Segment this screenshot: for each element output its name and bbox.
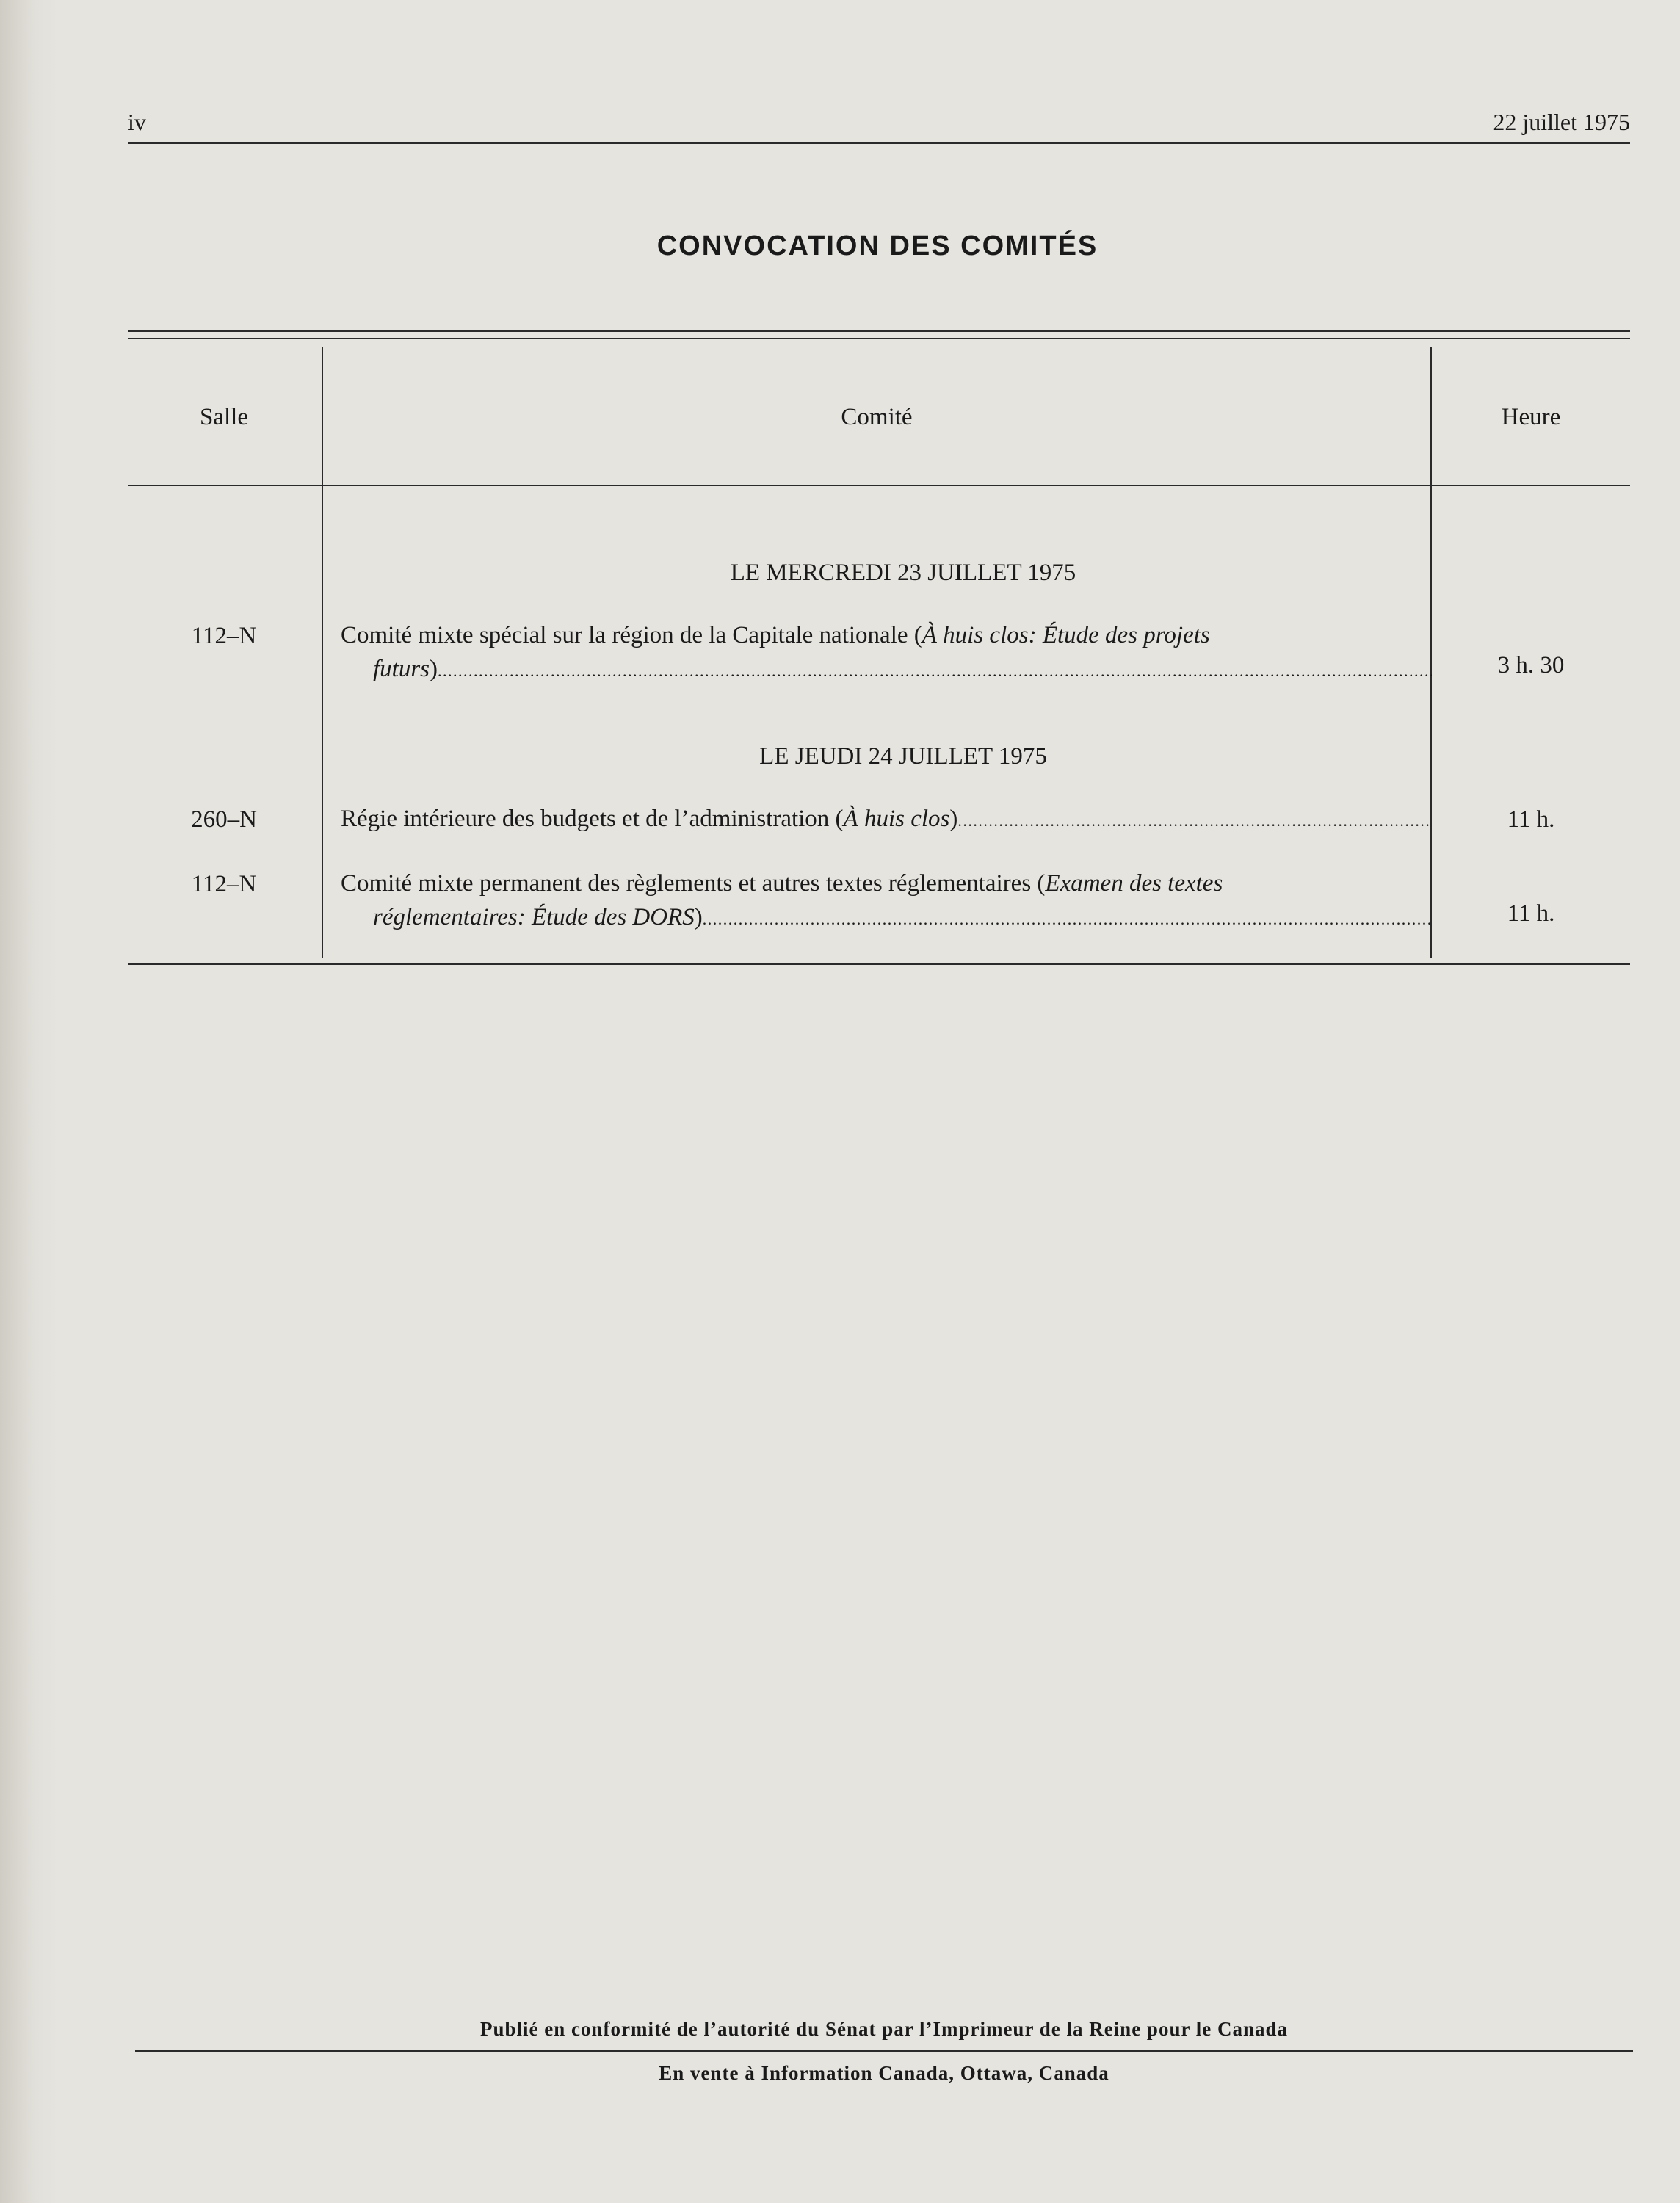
page-title: CONVOCATION DES COMITÉS xyxy=(656,231,1098,261)
entry-committee-line-2 xyxy=(341,652,1432,688)
column-header-heure: Heure xyxy=(1501,404,1561,430)
salle-column-divider xyxy=(322,347,323,958)
column-header-rule xyxy=(128,485,1630,486)
header-rule xyxy=(128,142,1630,144)
sales-notice: En vente à Information Canada, Ottawa, Canada xyxy=(659,2062,1109,2084)
section-date-heading: LE MERCREDI 23 JUILLET 1975 xyxy=(730,560,1076,586)
footer-rule xyxy=(135,2050,1633,2052)
committee-paren: ) xyxy=(694,904,703,930)
entry-salle: 260–N xyxy=(191,806,257,833)
entry-heure: 11 h. xyxy=(1507,900,1555,927)
committee-paren: ) xyxy=(430,656,438,682)
committee-note-cont: futurs xyxy=(373,656,430,682)
committee-note: Examen des textes xyxy=(1045,870,1223,897)
committee-note: À huis clos: Étude des projets xyxy=(922,622,1210,648)
entry-committee-line-2 xyxy=(341,900,1432,936)
dot-leader xyxy=(703,900,1432,936)
entry-committee xyxy=(341,618,1432,688)
entry-committee xyxy=(341,867,1432,936)
table-top-rule-1 xyxy=(128,330,1630,332)
publisher-notice: Publié en conformité de l’autorité du Sénat par l’Imprimeur de la Reine pour le Canada xyxy=(480,2018,1288,2040)
committee-name: Comité mixte spécial sur la région de la Capitale nationale ( xyxy=(341,622,922,648)
entry-committee xyxy=(341,802,1432,838)
entry-heure: 3 h. 30 xyxy=(1497,652,1565,679)
committee-paren: ) xyxy=(949,806,958,832)
section-date-heading: LE JEUDI 24 JUILLET 1975 xyxy=(759,743,1047,770)
dot-leader xyxy=(438,652,1432,688)
entry-salle: 112–N xyxy=(191,623,257,649)
column-header-salle: Salle xyxy=(200,404,248,430)
column-header-comite: Comité xyxy=(841,404,913,430)
page-date: 22 juillet 1975 xyxy=(1493,109,1630,135)
entry-committee-line-1 xyxy=(341,618,1432,652)
entry-heure: 11 h. xyxy=(1507,806,1555,833)
entry-committee-line-1 xyxy=(341,867,1432,900)
committee-name: Régie intérieure des budgets et de l’administration ( xyxy=(341,806,844,832)
table-bottom-rule xyxy=(128,963,1630,965)
committee-name: Comité mixte permanent des règlements et autres textes réglementaires ( xyxy=(341,870,1046,897)
page-number: iv xyxy=(128,109,146,135)
page-binding-shadow xyxy=(0,0,59,2203)
entry-committee-line-1 xyxy=(341,802,1432,838)
dot-leader xyxy=(957,802,1432,838)
committee-note-cont: réglementaires: Étude des DORS xyxy=(373,904,695,930)
table-top-rule-2 xyxy=(128,338,1630,339)
entry-salle: 112–N xyxy=(191,871,257,897)
committee-note: À huis clos xyxy=(843,806,950,832)
